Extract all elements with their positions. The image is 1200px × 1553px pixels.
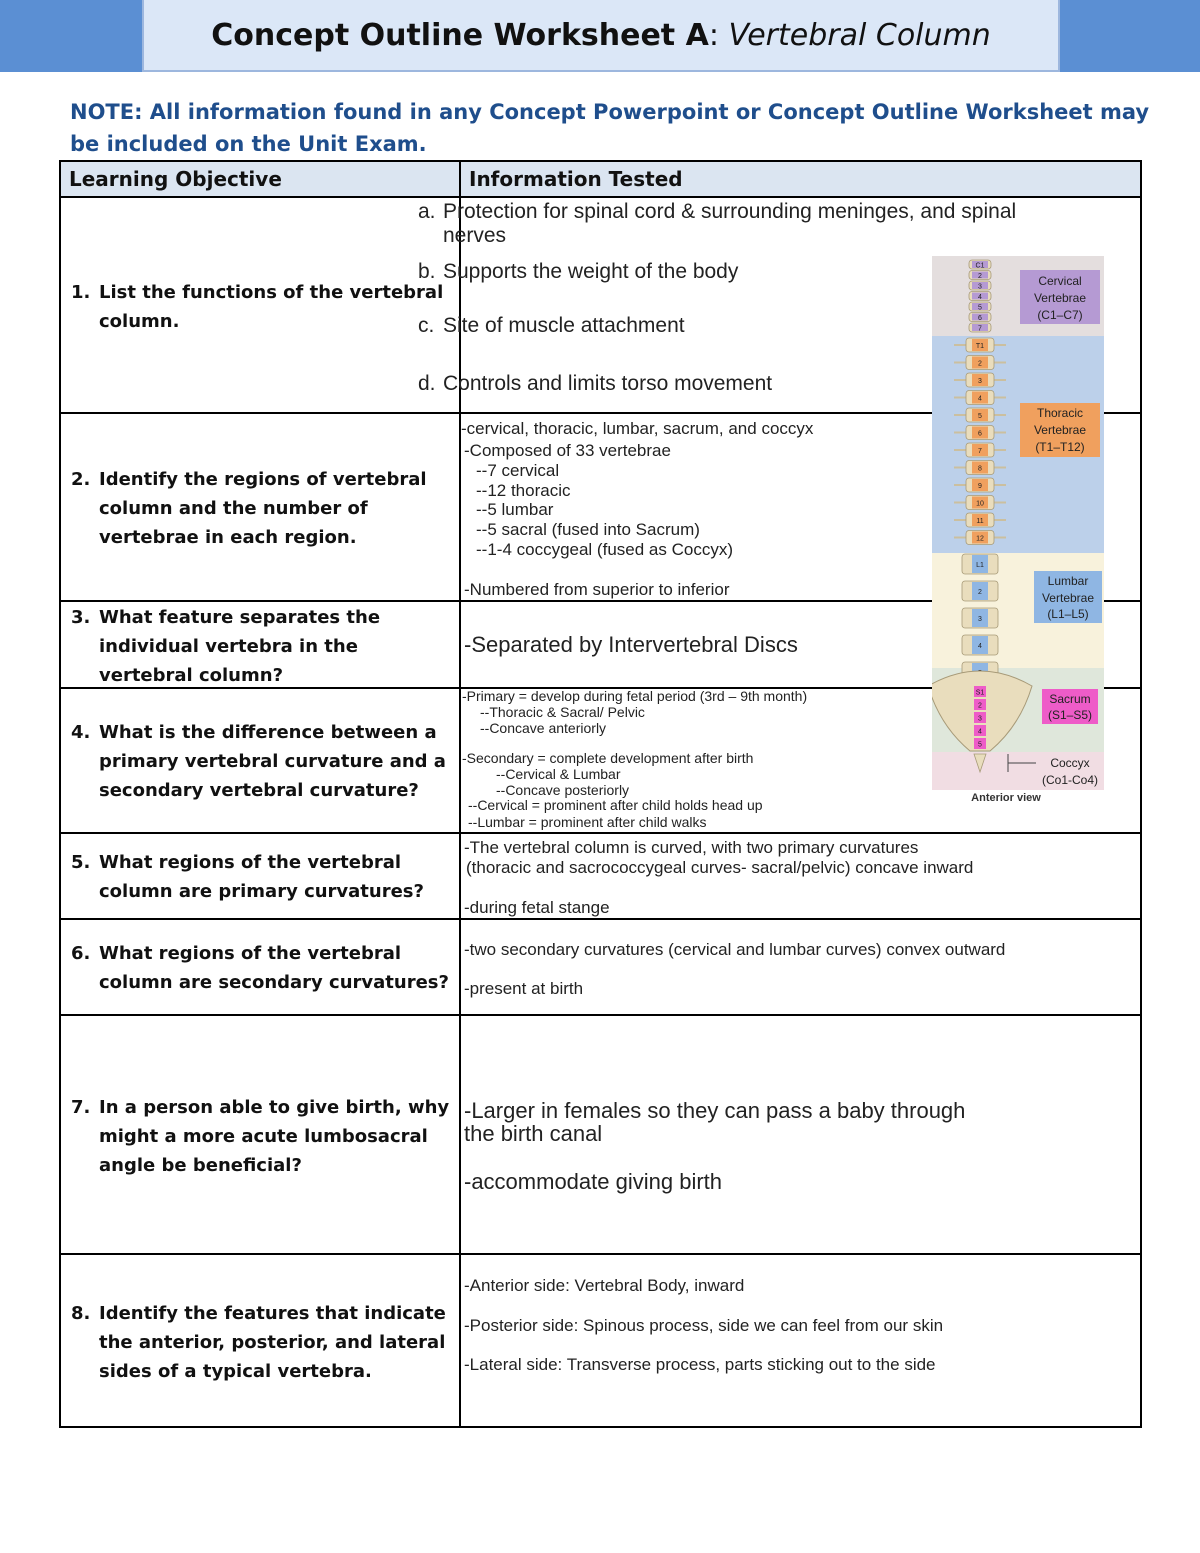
answer-line: --Concave anteriorly	[480, 720, 607, 736]
answer-line: -Numbered from superior to inferior	[464, 580, 730, 599]
answer-line: --Thoracic & Sacral/ Pelvic	[480, 704, 645, 720]
objective-2: 2. Identify the regions of vertebral column and the number of vertebrae in each region.	[71, 469, 427, 548]
sacral-number: 5	[978, 741, 982, 749]
row-divider	[61, 1253, 1140, 1255]
lumbar-number: 3	[978, 616, 982, 623]
objective-5: 5. What regions of the vertebral column are primary curvatures?	[71, 852, 424, 902]
lumbar-number: 2	[978, 589, 982, 596]
objective-8: 8. Identify the features that indicate the anterior, posterior, and lateral sides of a typical vertebra.	[71, 1303, 446, 1382]
row-divider	[61, 918, 1140, 920]
answer-line: --Cervical = prominent after child holds head up	[468, 797, 763, 813]
objective-3: 3. What feature separates the individual vertebra in the vertebral column?	[71, 607, 381, 686]
answer-line: -Larger in females so they can pass a baby through	[464, 1098, 966, 1123]
objective-7: 7. In a person able to give birth, why might a more acute lumbosacral angle be beneficial?	[71, 1097, 450, 1176]
thoracic-label: (T1–T12)	[1035, 440, 1085, 454]
answer-line: --Concave posteriorly	[496, 782, 630, 798]
answer-line: --7 cervical	[476, 461, 560, 480]
answer-line: --12 thoracic	[476, 481, 571, 500]
answer-line: --5 sacral (fused into Sacrum)	[476, 520, 700, 539]
answer-line: -Anterior side: Vertebral Body, inward	[464, 1276, 745, 1295]
thoracic-label: Thoracic	[1036, 406, 1084, 420]
row-divider	[61, 1014, 1140, 1016]
answer-line: --1-4 coccygeal (fused as Coccyx)	[476, 540, 733, 559]
function-b: b. Supports the weight of the body	[418, 260, 739, 283]
sacral-number: 4	[978, 728, 982, 736]
col-header-info: Information Tested	[469, 167, 683, 191]
answer-line: -Primary = develop during fetal period (3rd – 9th month)	[462, 688, 808, 704]
thoracic-number: T1	[975, 343, 985, 350]
thoracic-number: 7	[978, 448, 982, 455]
answer-line: -The vertebral column is curved, with two primary curvatures	[464, 838, 919, 857]
thoracic-number: 4	[978, 395, 982, 403]
objective-1: 1. List the functions of the vertebral column.	[71, 282, 444, 332]
title-box	[142, 0, 1060, 72]
cervical-number: 4	[978, 294, 982, 301]
answer-line: -during fetal stange	[464, 898, 610, 917]
coccyx-label: (Co1-Co4)	[1041, 773, 1099, 787]
cervical-label: Cervical	[1038, 274, 1082, 288]
thoracic-number: 3	[978, 378, 982, 385]
function-d: d. Controls and limits torso movement	[418, 372, 773, 395]
sacral-number: 2	[978, 702, 982, 710]
row-divider	[61, 832, 1140, 834]
function-c: c. Site of muscle attachment	[418, 314, 685, 337]
answer-line: -present at birth	[464, 979, 584, 998]
coccyx-label: Coccyx	[1050, 756, 1090, 770]
cervical-label: (C1–C7)	[1037, 308, 1083, 322]
objective-6: 6. What regions of the vertebral column are secondary curvatures?	[71, 943, 449, 993]
cervical-number: C1	[975, 262, 985, 270]
answer-line: -cervical, thoracic, lumbar, sacrum, and coccyx	[461, 419, 814, 438]
answer-line: -Secondary = complete development after birth	[462, 750, 754, 766]
figure-caption: Anterior view	[971, 792, 1041, 804]
answer-line: -accommodate giving birth	[464, 1169, 723, 1194]
sacral-number: 3	[978, 715, 982, 723]
lumbar-label: Lumbar	[1047, 574, 1089, 588]
answer-line: -Posterior side: Spinous process, side we can feel from our skin	[464, 1316, 944, 1335]
lumbar-label: Vertebrae	[1041, 591, 1095, 605]
cervical-number: 6	[978, 315, 982, 322]
thoracic-number: 8	[978, 465, 982, 473]
page-title: Concept Outline Worksheet A: Vertebral Column	[211, 17, 991, 53]
answer-line: --Cervical & Lumbar	[496, 766, 621, 782]
sacrum-label: (S1–S5)	[1047, 708, 1093, 722]
lumbar-number: L1	[976, 562, 984, 569]
thoracic-label: Vertebrae	[1033, 423, 1087, 437]
vertebral-column-figure	[932, 256, 1104, 808]
col-header-objective: Learning Objective	[69, 167, 282, 191]
exam-note: NOTE: All information found in any Concept Powerpoint or Concept Outline Worksheet may be included on the Unit Exam.	[70, 100, 1150, 156]
lumbar-label: (L1–L5)	[1047, 607, 1089, 621]
answer-line: (thoracic and sacrococcygeal curves- sacral/pelvic) concave inward	[466, 858, 974, 877]
thoracic-number: 12	[976, 535, 984, 543]
thoracic-number: 2	[978, 360, 982, 368]
thoracic-number: 6	[978, 430, 982, 438]
objective-4: 4. What is the difference between a primary vertebral curvature and a secondary vertebral curvature?	[71, 722, 446, 801]
answer-line: -two secondary curvatures (cervical and lumbar curves) convex outward	[464, 940, 1006, 959]
answer-line: the birth canal	[464, 1121, 603, 1146]
function-a: a. Protection for spinal cord & surrounding meninges, and spinal nerves	[418, 200, 1017, 247]
thoracic-number: 11	[976, 518, 984, 525]
cervical-number: 5	[978, 304, 982, 312]
answer-line: -Composed of 33 vertebrae	[464, 441, 671, 460]
row-divider	[61, 196, 1140, 198]
cervical-number: 2	[978, 273, 982, 280]
answer-line: --Lumbar = prominent after child walks	[468, 814, 707, 830]
lumbar-number: 4	[978, 643, 982, 650]
answer-line: --5 lumbar	[476, 500, 554, 519]
cervical-label: Vertebrae	[1033, 291, 1087, 305]
answer-line: -Separated by Intervertebral Discs	[464, 632, 798, 657]
cervical-number: 3	[978, 283, 982, 291]
answer-line: -Lateral side: Transverse process, parts sticking out to the side	[464, 1355, 936, 1374]
thoracic-number: 10	[976, 500, 984, 508]
sacrum-label: Sacrum	[1049, 692, 1091, 706]
thoracic-number: 9	[978, 483, 982, 490]
sacral-number: S1	[975, 689, 985, 697]
thoracic-number: 5	[978, 413, 982, 420]
column-divider	[459, 162, 461, 1426]
cervical-number: 7	[978, 325, 982, 333]
